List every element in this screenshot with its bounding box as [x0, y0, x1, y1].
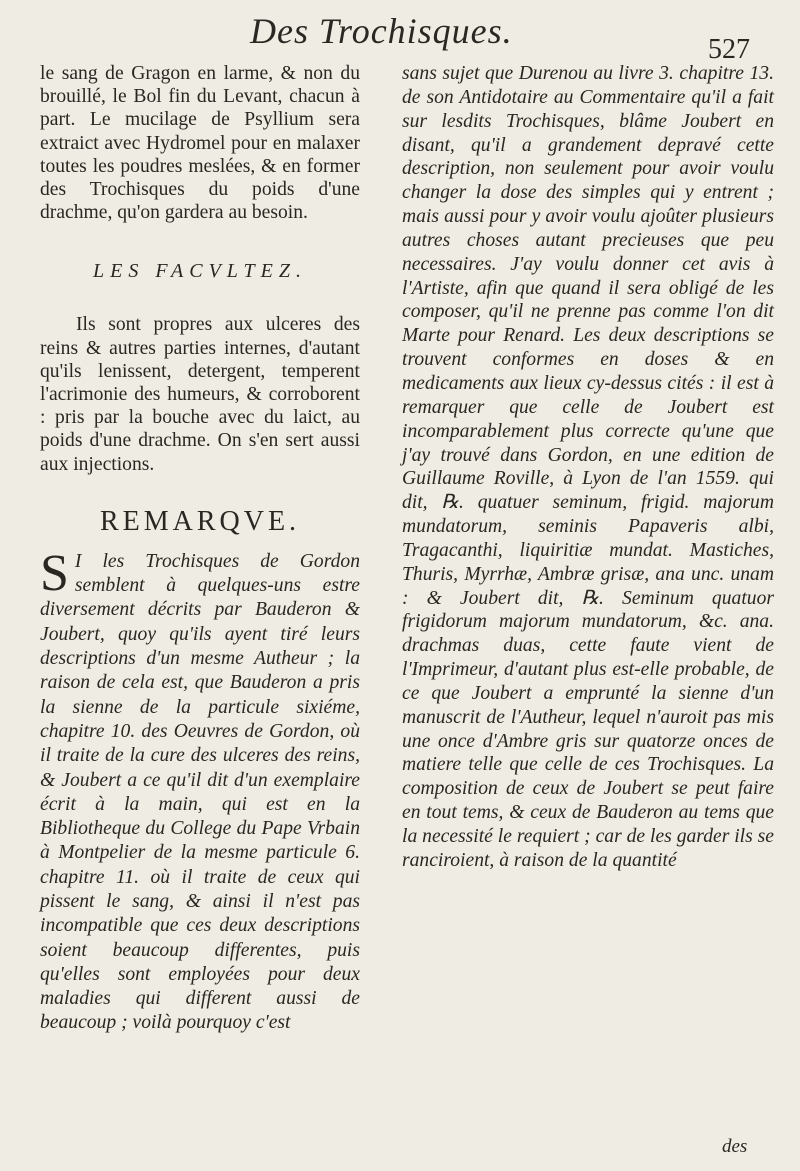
opening-paragraph: le sang de Gragon en larme, & non du brouillé, le Bol fin du Levant, chacun à part. Le mucilage de Psyllium sera extraict avec Hydromel pour en malaxer toutes les poudres meslées, & en former des Trochisques du poids d'une drachme, qu'on gardera au besoin.: [40, 63, 360, 224]
facultez-paragraph: Ils sont propres aux ulceres des reins & autres parties internes, d'autant qu'ils lenissent, detergent, temperent l'acrimonie des humeurs, & corroborent : pris par la bouche avec du laict, au poids d'une drachme. On s'en sert aussi aux injections.: [40, 314, 360, 475]
left-column: [40, 62, 360, 1036]
drop-cap: S: [40, 544, 69, 602]
running-title: Des Trochisques.: [250, 11, 513, 51]
catchword: des: [722, 1136, 748, 1157]
facultez-heading: LES FACVLTEZ.: [93, 260, 307, 283]
right-column: [402, 62, 774, 873]
remarque-paragraph: [40, 544, 360, 1036]
page-number: 527: [708, 34, 750, 65]
remarque-heading: REMARQVE.: [99, 505, 301, 537]
right-column-text: sans sujet que Durenou au livre 3. chapitre 13. de son Antidotaire au Commentaire qu'il a fait sur lesdits Trochisques, blâme Joubert en disant, qu'il a grandement depravé cette description, non seulement pour avoir voulu changer la dose des simples qui y entrent ; mais aussi pour y avoir voulu ajoûter plusieurs autres choses autant precieuses que peu necessaires. J'ay voulu donner cet avis à l'Artiste, afin que quand il sera obligé de les composer, qu'il ne prenne pas comme l'on dit Marte pour Renard. Les deux descriptions se trouvent conformes en doses & en medicaments aux lieux cy-dessus cités : il est à remarquer que celle de Joubert est incomparablement plus correcte qu'une que j'ay trouvé dans Gordon, en une edition de Guillaume Roville, à Lyon de l'an 1559. qui dit, ℞. quatuer seminum, frigid. majorum mundatorum, seminis Papaveris albi, Tragacanthi, liquiritiæ mundat. Mastiches, Thuris, Myrrhæ, Ambræ grisæ, ana unc. unam : & Joubert dit, ℞. Seminum quatuor frigidorum majorum mundatorum, &c. ana. drachmas duas, cette faute vient de l'Imprimeur, d'autant plus est-elle probable, de ce que Joubert a emprunté la sienne d'un manuscrit de l'Autheur, lequel n'auroit pas mis une once d'Ambre gris sur quatorze onces de matiere telle que celle de ces Trochisques. La composition de ceux de Joubert se peut faire en tout tems, & ceux de Bauderon au tems que la necessité le requiert ; car de les garder ils se ranciroient, à raison de la quantité: [402, 63, 774, 871]
remarque-text: I les Trochisques de Gordon semblent à quelques-uns estre diversement décrits par Bauderon & Joubert, quoy qu'ils ayent tiré leurs descriptions d'un mesme Autheur ; la raison de cela est, que Bauderon a pris la sienne de la particule sixiéme, chapitre 10. des Oeuvres de Gordon, où il traite de la cure des ulceres des reins, & Joubert a ce qu'il dit d'un exemplaire écrit à la main, qui est en la Bibliotheque du College du Pape Vrbain à Montpelier de la mesme particule 6. chapitre 11. où il traite de ceux qui pissent le sang, & ainsi il n'est pas incompatible que ces deux descriptions soient beaucoup differentes, puis qu'elles sont employées pour deux maladies qui different aussi de beaucoup ; voilà pourquoy c'est: [40, 550, 360, 1034]
